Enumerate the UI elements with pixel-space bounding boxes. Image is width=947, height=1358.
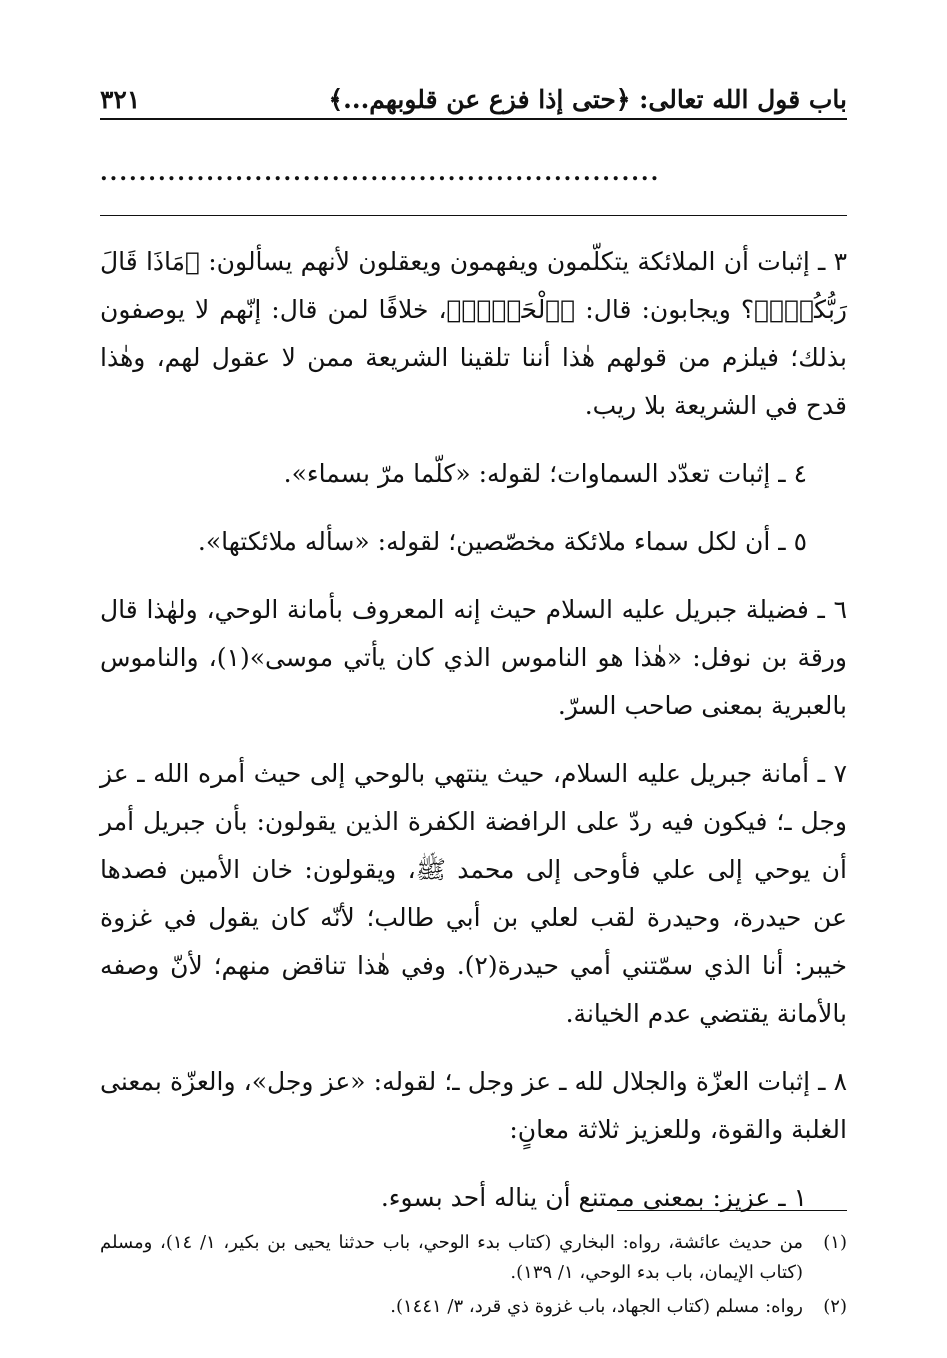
paragraph-5: ٥ ـ أن لكل سماء ملائكة مخصّصين؛ لقوله: «سأله ملائكتها». xyxy=(197,527,807,556)
footnotes xyxy=(100,1228,847,1326)
paragraph-4: ٤ ـ إثبات تعدّد السماوات؛ لقوله: «كلّما مرّ بسماء». xyxy=(283,459,807,488)
page-number: ٣٢١ xyxy=(100,85,141,114)
dotted-separator: .......................................................... xyxy=(100,160,661,186)
paragraph-8: ٨ ـ إثبات العزّة والجلال لله ـ عز وجل ـ؛ لقوله: «عز وجل»، والعزّة بمعنى الغلبة والقوة، وللعزيز ثلاثة معانٍ: xyxy=(100,1067,847,1144)
chapter-title: باب قول الله تعالى: ﴿حتى إذا فزع عن قلوبهم...﴾ xyxy=(328,85,847,114)
footnote-1 xyxy=(100,1228,847,1288)
running-header xyxy=(100,70,847,120)
paragraph-7: ٧ ـ أمانة جبريل عليه السلام، حيث ينتهي بالوحي إلى حيث أمره الله ـ عز وجل ـ؛ فيكون فيه ردّ على الرافضة الكفرة الذين يقولون: بأن جبريل أمر أن يوحي إلى علي فأوحى إلى محمد ﷺ، ويقولون: خان الأمين فصدها عن حيدرة، وحيدرة لقب لعلي بن أبي طالب؛ لأنّه كان يقول في غزوة خيبر: أنا الذي سمّتني أمي حيدرة(٢). وفي هٰذا تناقض منهم؛ لأنّ وصفه بالأمانة يقتضي عدم الخيانة. xyxy=(100,759,848,1028)
main-text xyxy=(100,238,847,1242)
footnote-number: (٢) xyxy=(823,1296,847,1317)
footnote-2 xyxy=(100,1292,847,1322)
paragraph-3: ٣ ـ إثبات أن الملائكة يتكلّمون ويفهمون ويعقلون لأنهم يسألون: ﴿مَاذَا قَالَ رَبُّكُمْۖ﴾؟ ويجابون: قال: ﴿ٱلْحَقَّۖ﴾، خلافًا لمن قال: إنّهم لا يوصفون بذلك؛ فيلزم من قولهم هٰذا أننا تلقينا الشريعة ممن لا عقول لهم، وهٰذا قدح في الشريعة بلا ريب. xyxy=(100,247,847,420)
footnote-rule xyxy=(617,1210,847,1211)
footnote-text: رواه: مسلم (كتاب الجهاد، باب غزوة ذي قرد، ٣/ ١٤٤١). xyxy=(390,1296,803,1317)
paragraph-6: ٦ ـ فضيلة جبريل عليه السلام حيث إنه المعروف بأمانة الوحي، ولهٰذا قال ورقة بن نوفل: «هٰذا هو الناموس الذي كان يأتي موسى»(١)، والناموس بالعبرية بمعنى صاحب السرّ. xyxy=(100,595,848,720)
separator-rule xyxy=(100,215,847,216)
footnote-number: (١) xyxy=(823,1232,847,1253)
footnote-text: من حديث عائشة، رواه: البخاري (كتاب بدء الوحي، باب حدثنا يحيى بن بكير، ١/ ١٤)، ومسلم (كتاب الإيمان، باب بدء الوحي، ١/ ١٣٩). xyxy=(100,1232,804,1283)
paragraph-8-1: ١ ـ عزيز: بمعنى ممتنع أن يناله أحد بسوء. xyxy=(380,1183,807,1212)
